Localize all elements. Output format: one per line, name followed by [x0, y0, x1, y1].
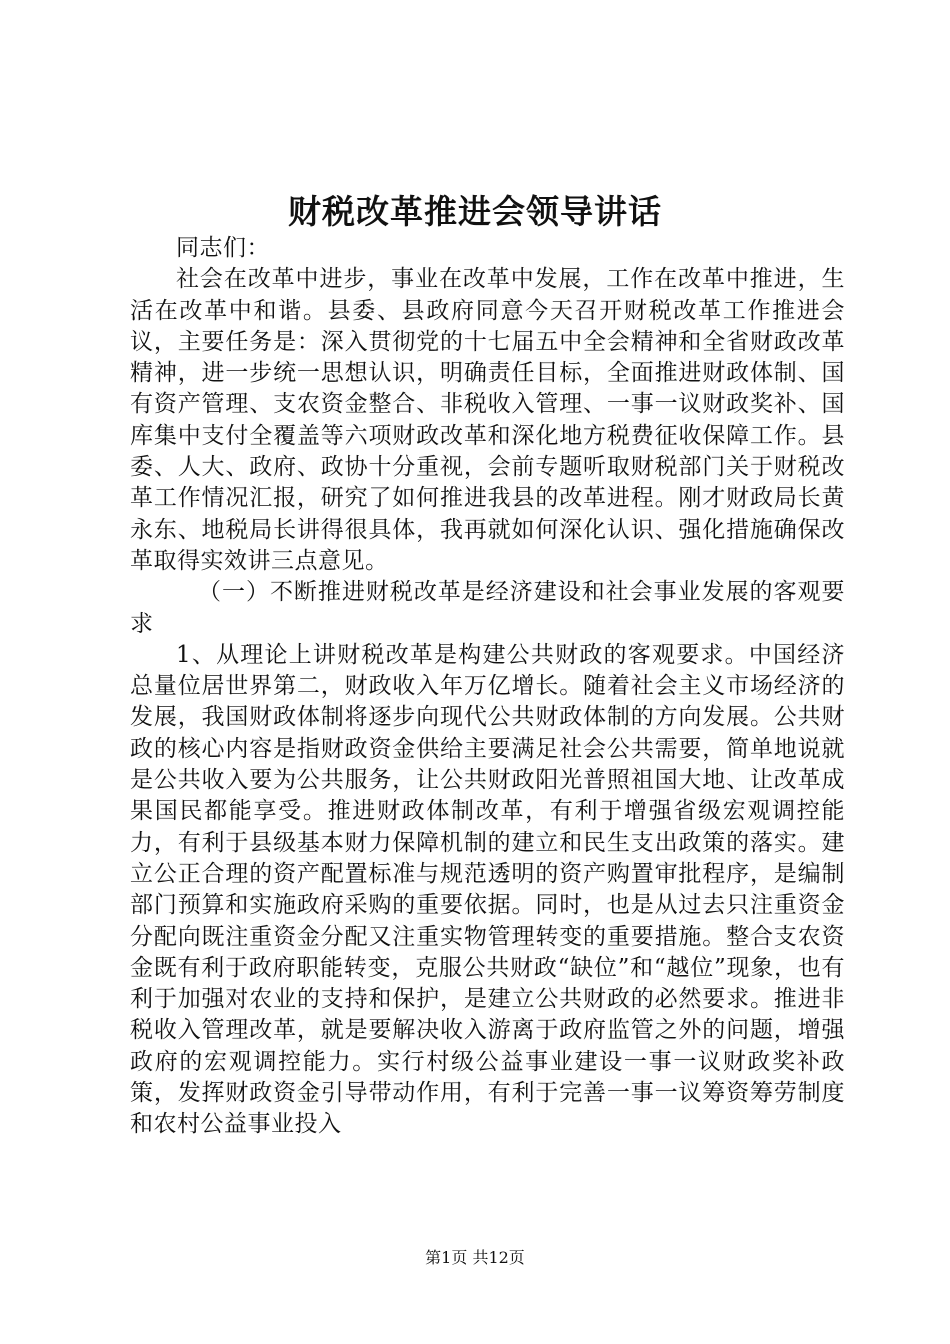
document-title: 财税改革推进会领导讲话: [288, 192, 662, 231]
section-heading: （一）不断推进财税改革是经济建设和社会事业发展的客观要求: [130, 579, 845, 637]
item-paragraph: 1、从理论上讲财税改革是构建公共财政的客观要求。中国经济总量位居世界第二，财政收入年万亿增长。随着社会主义市场经济的发展，我国财政体制将逐步向现代公共财政体制的方向发展。公共财政的核心内容是指财政资金供给主要满足社会公共需要，简单地说就是公共收入要为公共服务，让公共财政阳光普照祖国大地、让改革成果国民都能享受。推进财政体制改革，有利于增强省级宏观调控能力，有利于县级基本财力保障机制的建立和民生支出政策的落实。建立公正合理的资产配置标准与规范透明的资产购置审批程序，是编制部门预算和实施政府采购的重要依据。同时，也是从过去只注重资金分配向既注重资金分配又注重实物管理转变的重要措施。整合支农资金既有利于政府职能转变，克服公共财政“缺位”和“越位”现象，也有利于加强对农业的支持和保护，是建立公共财政的必然要求。推进非税收入管理改革，就是要解决收入游离于政府监管之外的问题，增强政府的宏观调控能力。实行村级公益事业建设一事一议财政奖补政策，发挥财政资金引导带动作用，有利于完善一事一议筹资筹劳制度和农村公益事业投入: [130, 641, 845, 1138]
page-number: 第1页 共12页: [425, 1248, 525, 1267]
document-body: [130, 233, 845, 1141]
body-paragraph: 社会在改革中进步，事业在改革中发展，工作在改革中推进，生活在改革中和谐。县委、县政府同意今天召开财税改革工作推进会议，主要任务是：深入贯彻党的十七届五中全会精神和全省财政改革精神，进一步统一思想认识，明确责任目标，全面推进财政体制、国有资产管理、支农资金整合、非税收入管理、一事一议财政奖补、国库集中支付全覆盖等六项财政改革和深化地方税费征收保障工作。县委、人大、政府、政协十分重视，会前专题听取财税部门关于财税改革工作情况汇报，研究了如何推进我县的改革进程。刚才财政局长黄永东、地税局长讲得很具体，我再就如何深化认识、强化措施确保改革取得实效讲三点意见。: [130, 266, 845, 574]
salutation: 同志们：: [176, 235, 270, 261]
